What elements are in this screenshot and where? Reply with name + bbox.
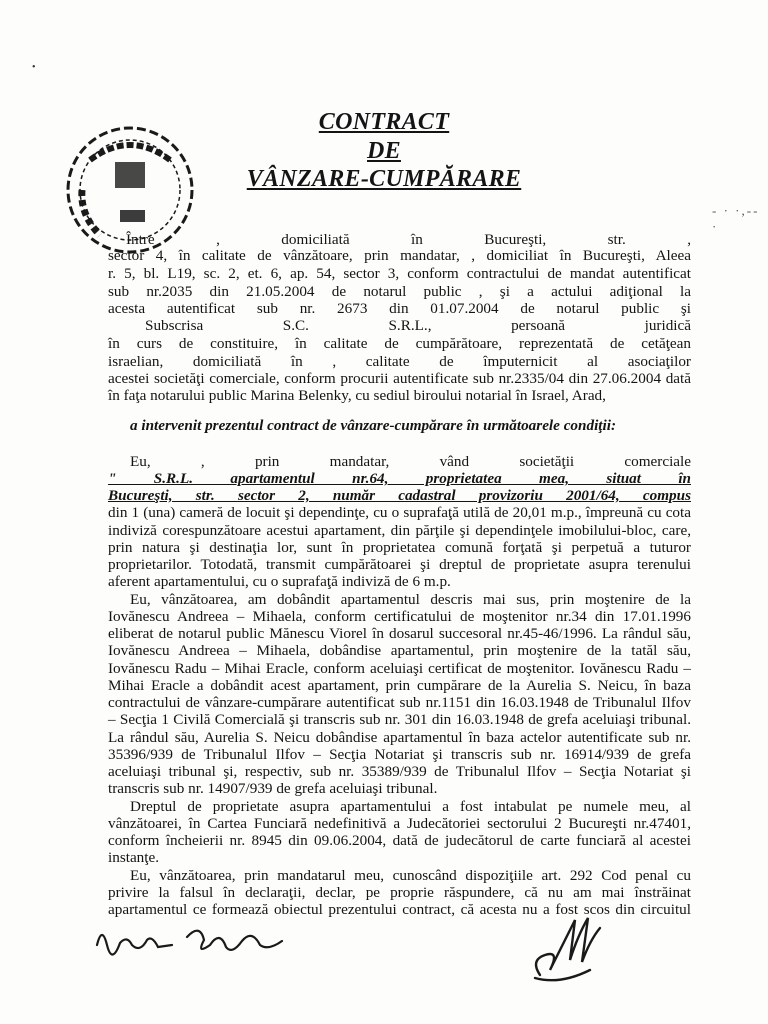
paragraph-line: sub nr.2035 din 21.05.2004 de notarul public , şi a actului adiţional la — [108, 283, 691, 300]
body-line: Iovănescu Andreea – Mihaela, conform certificatului de moştenitor nr.34 din 17.01.1996 — [108, 608, 691, 625]
paragraph-line: în faţa notarului public Marina Belenky, cu sediul biroului notarial în Israel, Arad, — [108, 387, 606, 404]
body-line: Mihai Eracle a dobândit acest apartament, prin cumpărare de la Aurelia S. Neicu, în baza — [108, 677, 691, 694]
body-line: " S.R.L. apartamentul nr.64, proprietatea mea, situat în — [108, 470, 691, 487]
body-line: conform încheierii nr. 8945 din 09.06.2004, dată de judecătorul de carte funciară al acestei — [108, 832, 691, 849]
body-line: Dreptul de proprietate asupra apartamentului a fost intabulat pe numele meu, al — [130, 798, 691, 815]
body-line: – Secţia 1 Civilă Comercială şi transcris sub nr. 301 din 16.03.1948 de grefa aceluiaşi tribunal. — [108, 711, 691, 728]
body-line: privire la falsul în declaraţii, declar, pe proprie răspundere, că nu am mai înstrăinat — [108, 884, 691, 901]
paragraph-line: în curs de constituire, în calitate de cumpărătoare, reprezentată de cetăţean — [108, 335, 691, 352]
paragraph-line: acesta autentificat sub nr. 2673 din 01.07.2004 de notarul public şi — [108, 300, 691, 317]
paragraph-line: sector 4, în calitate de vânzătoare, prin mandatar, , domiciliat în Bucureşti, Aleea — [108, 247, 691, 264]
body-line: Bucureşti, str. sector 2, număr cadastral provizoriu 2001/64, compus — [108, 487, 691, 504]
paragraph-line: israelian, domiciliată în , calitate de împuternicit al asociaţilor — [108, 353, 691, 370]
body-line: proprietarilor. Totodată, transmit cumpărătoarei şi dreptul de proprietate asupra terenului — [108, 556, 691, 573]
paragraph-line: Subscrisa S.C. S.R.L., persoană juridică — [145, 317, 691, 334]
body-line: din 1 (una) cameră de locuit şi dependinţe, cu o suprafaţă utilă de 20,01 m.p., împreună cu cota — [108, 504, 691, 521]
scan-mark: • — [32, 62, 36, 73]
body-line: aferent apartamentului, cu o suprafaţă indiviză de 6 m.p. — [108, 573, 451, 590]
title-line-2: DE — [367, 138, 401, 164]
paragraph-line: acestei societăţi comerciale, conform procurii autentificate sub nr.2335/04 din 27.06.2004 dată — [108, 370, 691, 387]
body-line: instanţe. — [108, 849, 160, 866]
body-line: contractului de vânzare-cumpărare autentificat sub nr.1151 din 16.03.1948 de Tribunalul Ilfov — [108, 694, 691, 711]
body-line: prin natura şi destinaţia lor, sunt în proprietatea comună forţată şi perpetuă a tuturor — [108, 539, 691, 556]
body-line: aceluiaşi tribunal şi, respectiv, sub nr. 35389/939 de Tribunalul Ilfov – Secţia Notariat şi — [108, 763, 691, 780]
body-line: 35396/939 de Tribunalul Ilfov – Secţia Notariat şi transcris sub nr. 16914/939 de grefa — [108, 746, 691, 763]
body-line: Iovănescu Radu – Mihai Eracle, conform aceluiaşi certificat de moştenitor. Iovănescu Radu – — [108, 660, 691, 677]
body-line: indiviză corespunzătoare acestui apartament, din părţile şi dependinţele imobilului-bloc, care, — [108, 522, 691, 539]
body-line: Eu, vânzătoarea, prin mandatarul meu, cunoscând dispoziţiile art. 292 Cod penal cu — [130, 867, 691, 884]
body-line: Eu, , prin mandatar, vând societăţii comerciale — [130, 453, 691, 470]
body-line: Iovănescu Andreea – Mihaela, dobândise apartamentul, prin moştenire de la tatăl său, — [108, 642, 691, 659]
body-line: vânzătoarei, în Cartea Funciară nedefinitivă a Judecătoriei sectorului 2 Bucureşti nr.47401, — [108, 815, 691, 832]
title-line-3: VÂNZARE-CUMPĂRARE — [246, 166, 522, 192]
title-line-1: CONTRACT — [318, 109, 450, 135]
signature-left-icon — [92, 915, 292, 965]
conditions-heading: a intervenit prezentul contract de vânzare-cumpărare în următoarele condiţii: — [130, 417, 616, 434]
paragraph-line: r. 5, bl. L19, sc. 2, et. 6, ap. 54, sector 3, conform contractului de mandat autentificat — [108, 265, 691, 282]
body-line: apartamentul ce formează obiectul prezentului contract, că acesta nu a fost scos din circuitul — [108, 901, 691, 918]
body-line: Eu, vânzătoarea, am dobândit apartamentul descris mai sus, prin moştenire de la — [130, 591, 691, 608]
scan-noise: - · ·,-- · — [712, 203, 760, 234]
body-line: La rândul său, Aurelia S. Neicu dobândise apartamentul în baza actelor autentificate sub nr. — [108, 729, 691, 746]
signature-right-icon — [520, 900, 610, 990]
body-line: transcris sub nr. 14907/939 de grefa aceluiaşi tribunal. — [108, 780, 438, 797]
body-line: eliberat de notarul public Mănescu Viorel în dosarul succesoral nr.45-46/1996. La rândul său, — [108, 625, 691, 642]
paragraph-line: Între , domiciliată în Bucureşti, str. , — [126, 231, 691, 248]
